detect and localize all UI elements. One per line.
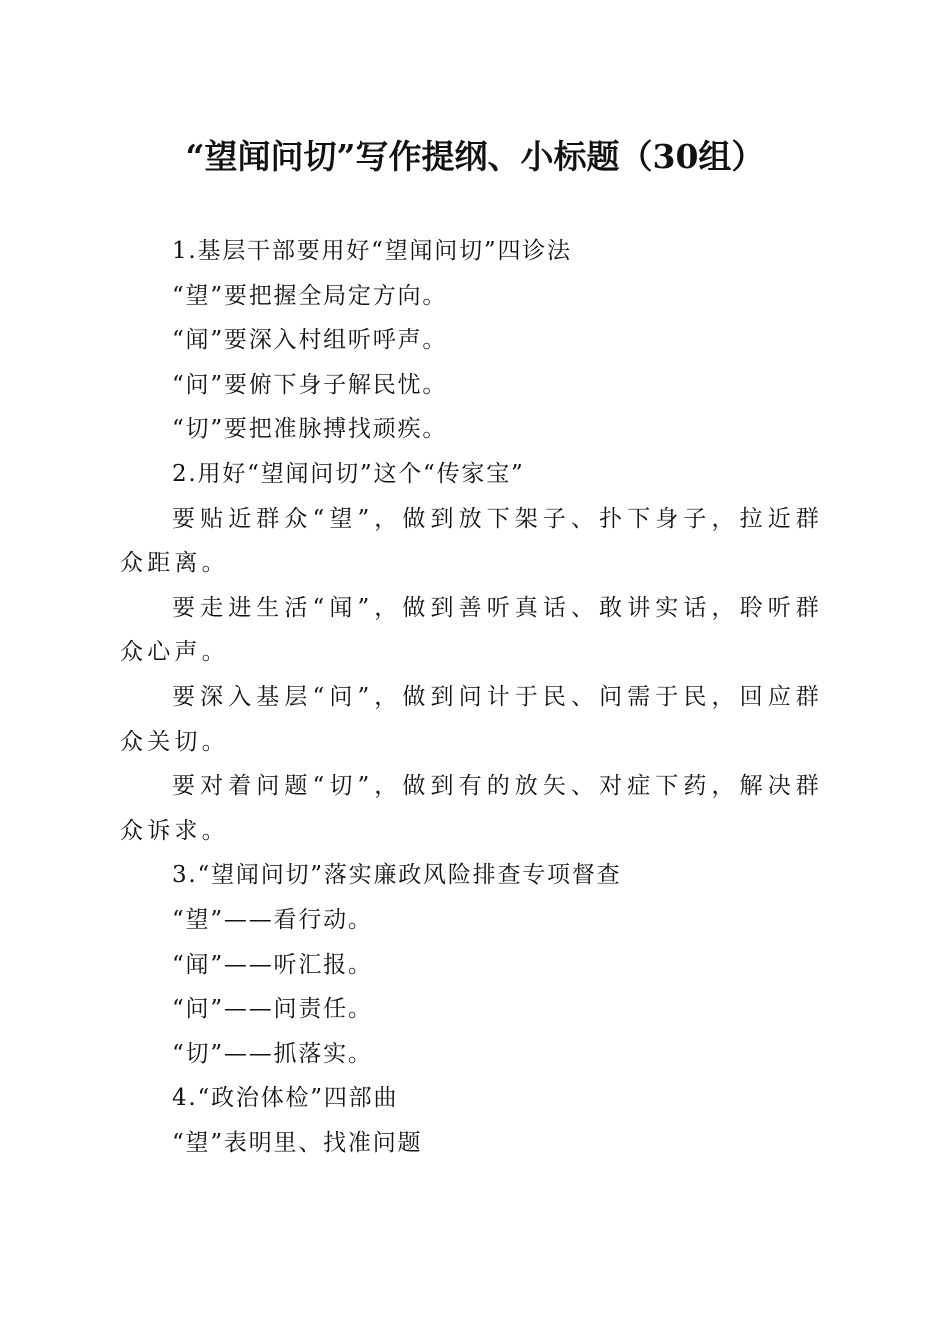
paragraph: 要深入基层“问”，做到问计于民、问需于民，回应群众关切。 bbox=[120, 683, 823, 755]
paragraph: “闻”要深入村组听呼声。 bbox=[172, 327, 448, 354]
paragraph: 要对着问题“切”，做到有的放矢、对症下药，解决群众诉求。 bbox=[120, 773, 823, 844]
paragraph: 1.基层干部要用好“望闻问切”四诊法 bbox=[172, 238, 572, 264]
paragraph: “切”——抓落实。 bbox=[172, 1040, 373, 1067]
paragraph: 3.“望闻问切”落实廉政风险排查专项督查 bbox=[172, 862, 622, 889]
paragraph: “望”——看行动。 bbox=[172, 906, 373, 933]
paragraph: “望”表明里、找准问题 bbox=[172, 1129, 423, 1156]
paragraph: “问”要俯下身子解民忧。 bbox=[172, 371, 448, 398]
document-title: “望闻问切”写作提纲、小标题（30组） bbox=[185, 137, 765, 176]
paragraph: 2.用好“望闻问切”这个“传家宝” bbox=[172, 460, 525, 487]
paragraph: 要贴近群众“望”，做到放下架子、扑下身子，拉近群众距离。 bbox=[120, 505, 823, 577]
paragraph: “切”要把准脉搏找顽疾。 bbox=[172, 416, 448, 443]
paragraph: 4.“政治体检”四部曲 bbox=[172, 1085, 399, 1112]
paragraph: “闻”——听汇报。 bbox=[172, 951, 373, 978]
document-body bbox=[120, 229, 823, 1165]
paragraph: “望”要把握全局定方向。 bbox=[172, 282, 448, 309]
paragraph: 要走进生活“闻”，做到善听真话、敢讲实话，聆听群众心声。 bbox=[120, 594, 823, 666]
paragraph: “问”——问责任。 bbox=[172, 996, 373, 1023]
